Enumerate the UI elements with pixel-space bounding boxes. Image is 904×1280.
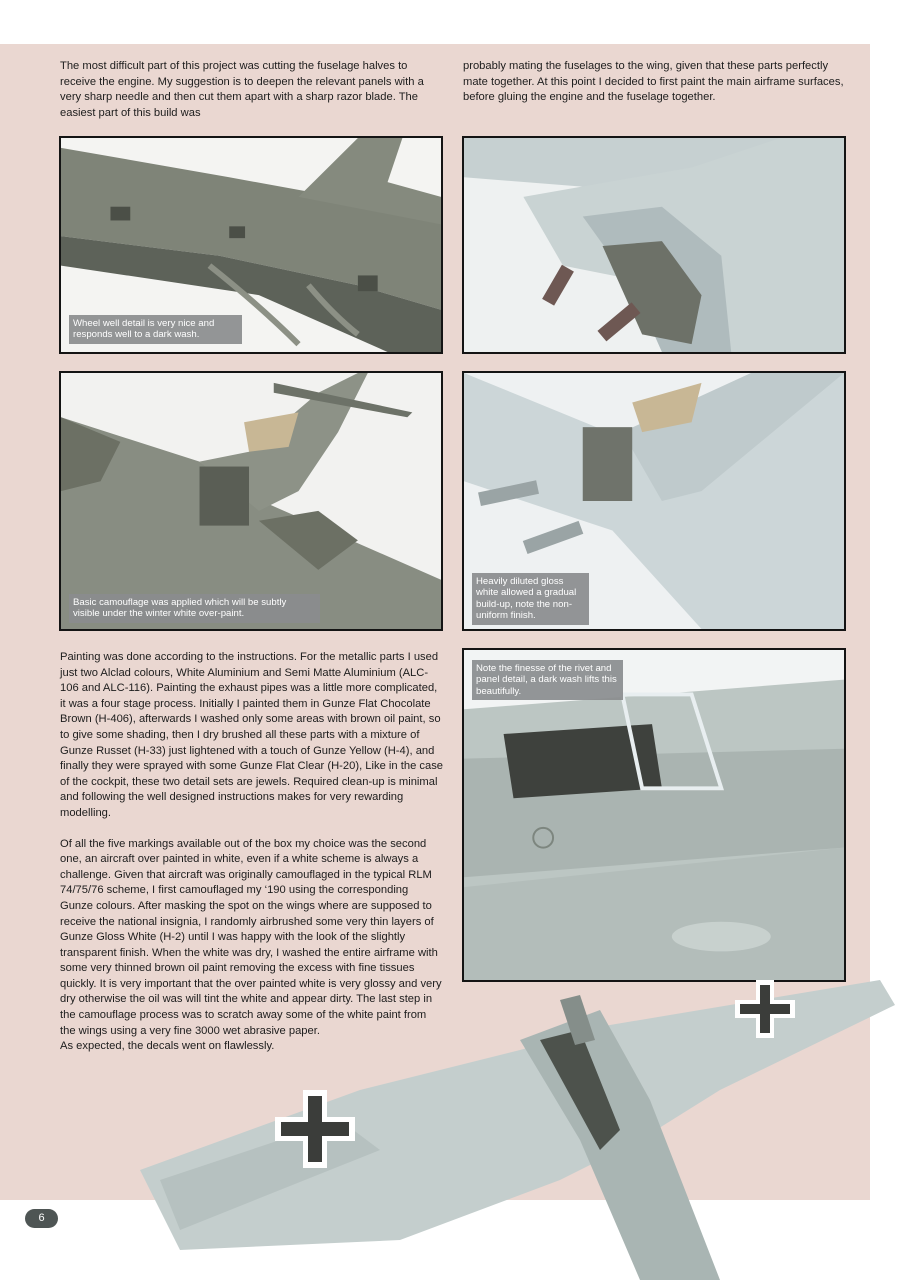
painting-paragraph: Painting was done according to the instructions. For the metallic parts I used just two Alclad colours, White Aluminium and Semi Matte Aluminium (ALC-106 and ALC-116). Painting the exhaust pipes was a little more complicated, it was a four stage process. Initially I painted them in Gunze Flat Chocolate Brown (H-406), afterwards I washed only some areas with brown oil paint, so to give some shading, then I dry brushed all these parts with a mixture of Gunze Russet (H-33) just lightened with a touch of Gunze Yellow (H-4), and finally they were sprayed with some Gunze Flat Clear (H-20), Like in the case of the cockpit, these two detail sets are jewels. Required clean-up is minimal and following the well designed instructions makes for very rewarding modelling. xyxy=(60,651,444,819)
photo-camouflage xyxy=(59,371,443,631)
caption-gloss: Heavily diluted gloss white allowed a gradual build-up, note the non-uniform finish. xyxy=(472,573,589,625)
intro-paragraph-left: The most difficult part of this project was cutting the fuselage halves to receive the engine. My suggestion is to deepen the relevant panels with a very sharp needle and then cut them apart with a sharp razor blade. The easiest part of this build was xyxy=(60,60,424,119)
photo-rivet-detail xyxy=(462,648,846,982)
caption-wheel-well: Wheel well detail is very nice and responds well to a dark wash. xyxy=(69,315,242,344)
photo-airframe-white xyxy=(462,136,846,354)
page-number: 6 xyxy=(25,1209,58,1228)
caption-camouflage: Basic camouflage was applied which will be subtly visible under the winter white over-paint. xyxy=(69,594,320,623)
intro-text-left xyxy=(60,59,444,136)
aircraft-overhead-image xyxy=(0,980,904,1280)
photo-gloss-white xyxy=(462,371,846,631)
photo-wheel-well xyxy=(59,136,443,354)
camouflage-image xyxy=(61,373,441,629)
intro-paragraph-right: probably mating the fuselages to the wing, given that these parts perfectly mate together. At this point I decided to first paint the main airframe surfaces, before gluing the engine and the fuselage together. xyxy=(463,60,844,104)
airframe-white-image xyxy=(464,138,844,352)
markings-paragraph: Of all the five markings available out of the box my choice was the second one, an aircraft over painted in white, even if a white scheme is always a challenge. Given that aircraft was originally camouflaged in the typical RLM 74/75/76 scheme, I first camouflaged my ‘190 using the corresponding Gunze colours. After masking the spot on the wings where are supposed to receive the national insignia, I randomly airbrushed some very thin layers of Gunze Gloss White (H-2) until I was happy with the look of the slightly transparent finish. When the white was dry, I washed the entire airframe with some very thinned brown oil paint removing the excess with fine tissues quickly. It is very important that the over painted white is very glossy and very dry otherwise the oil was will tint the white and appear dirty. The last step in the camouflage process was to scratch away some of the white paint from the wings using a very fine 3000 wet abrasive paper. As expected, the decals went on flawlessly. xyxy=(60,837,442,1053)
caption-rivet: Note the finesse of the rivet and panel detail, a dark wash lifts this beautifully. xyxy=(472,660,623,700)
intro-text-right xyxy=(463,59,847,121)
